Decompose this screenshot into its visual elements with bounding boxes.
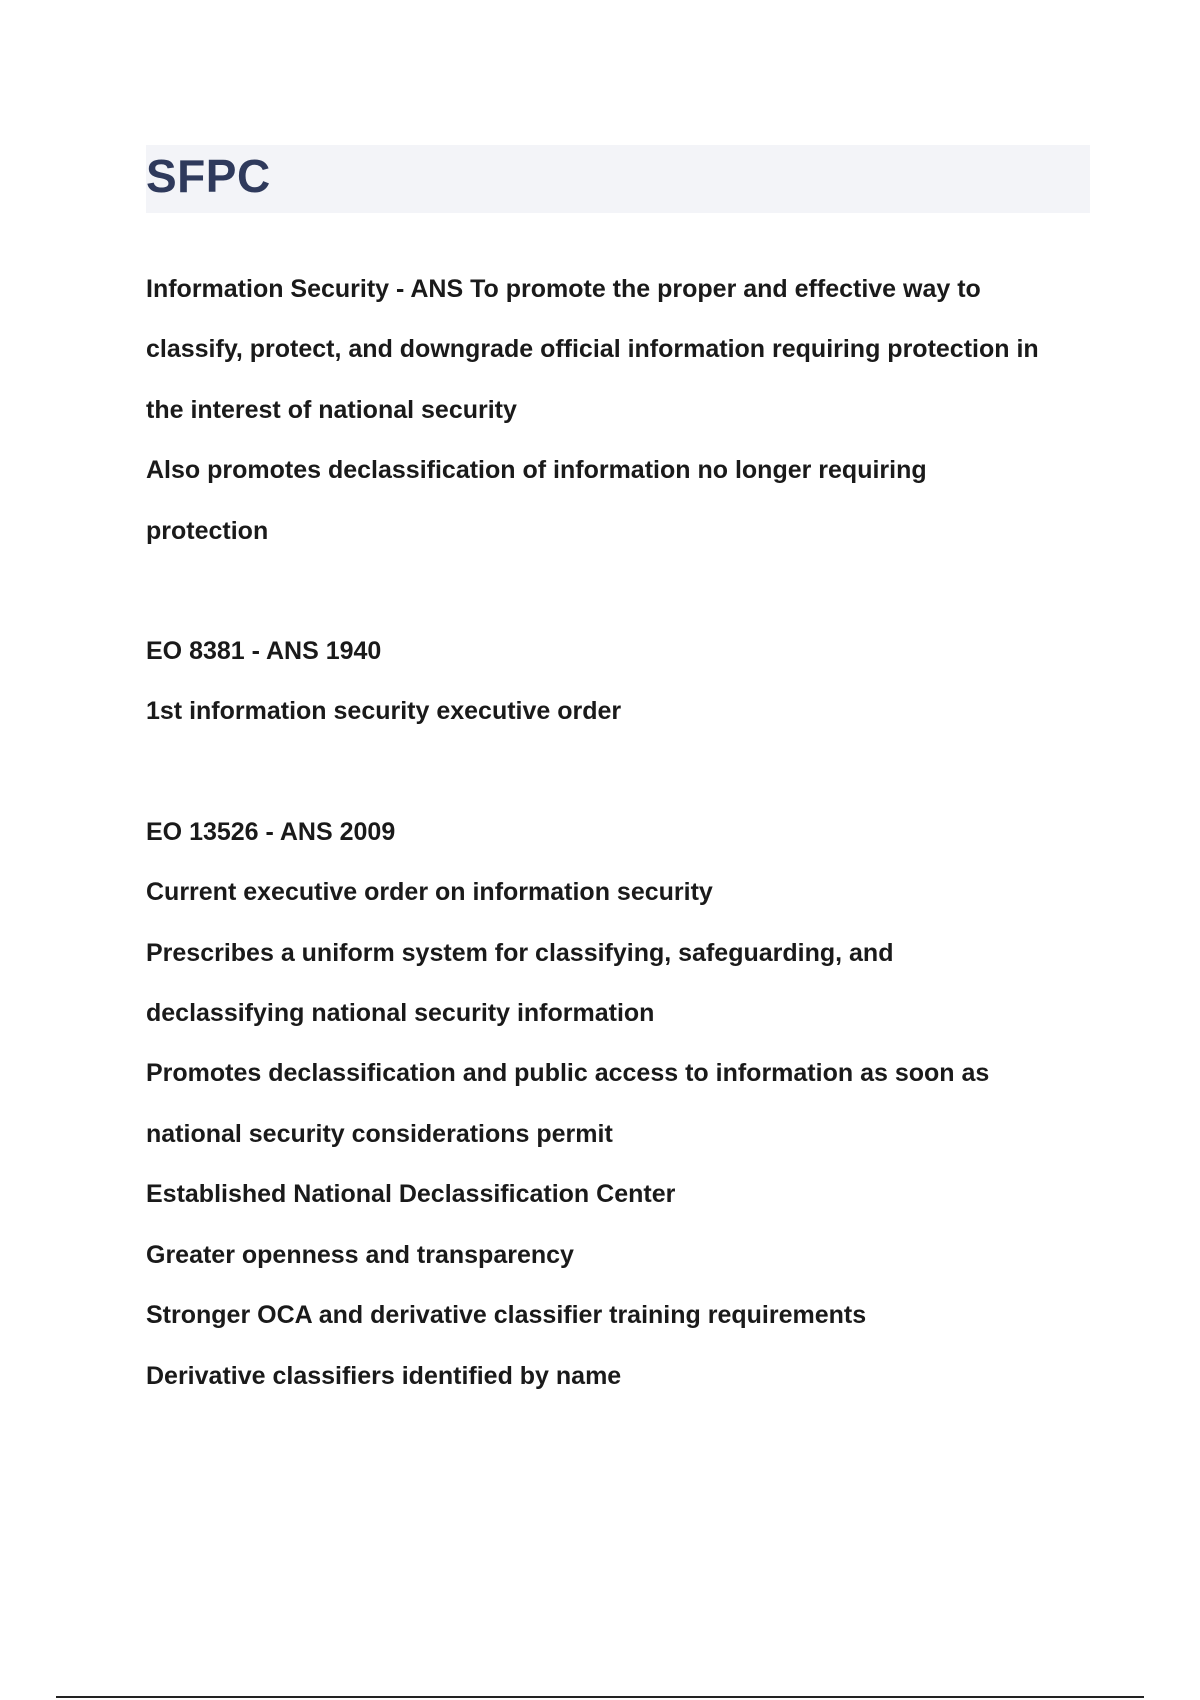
entry-line: Information Security - ANS To promote the proper and effective way to xyxy=(146,275,981,303)
entry-line: Prescribes a uniform system for classifying, safeguarding, and xyxy=(146,938,894,967)
entry-line: Stronger OCA and derivative classifier training requirements xyxy=(146,1301,867,1330)
footer-divider xyxy=(56,1696,1144,1698)
entry-line: protection xyxy=(146,516,269,545)
entry-line: the interest of national security xyxy=(146,395,517,424)
entry-line: Greater openness and transparency xyxy=(146,1240,574,1269)
entry-line: national security considerations permit xyxy=(146,1119,613,1148)
entry-line: Promotes declassification and public access to information as soon as xyxy=(146,1059,990,1088)
document-body xyxy=(146,259,1090,1466)
entry-eo-8381 xyxy=(146,621,1090,742)
entry-line: Also promotes declassification of information no longer requiring xyxy=(146,456,927,485)
entry-line: EO 13526 - ANS 2009 xyxy=(146,817,396,846)
entry-line: 1st information security executive order xyxy=(146,697,622,726)
page-title: SFPC xyxy=(146,150,271,202)
entry-line: Derivative classifiers identified by name xyxy=(146,1361,622,1390)
entry-information-security xyxy=(146,259,1090,561)
entry-line: classify, protect, and downgrade official information requiring protection in xyxy=(146,335,1039,364)
entry-line: Established National Declassification Center xyxy=(146,1180,676,1209)
entry-eo-13526 xyxy=(146,802,1090,1406)
title-banner xyxy=(146,145,1090,213)
entry-line: Current executive order on information security xyxy=(146,878,713,907)
entry-line: EO 8381 - ANS 1940 xyxy=(146,637,382,666)
entry-line: declassifying national security information xyxy=(146,999,655,1028)
